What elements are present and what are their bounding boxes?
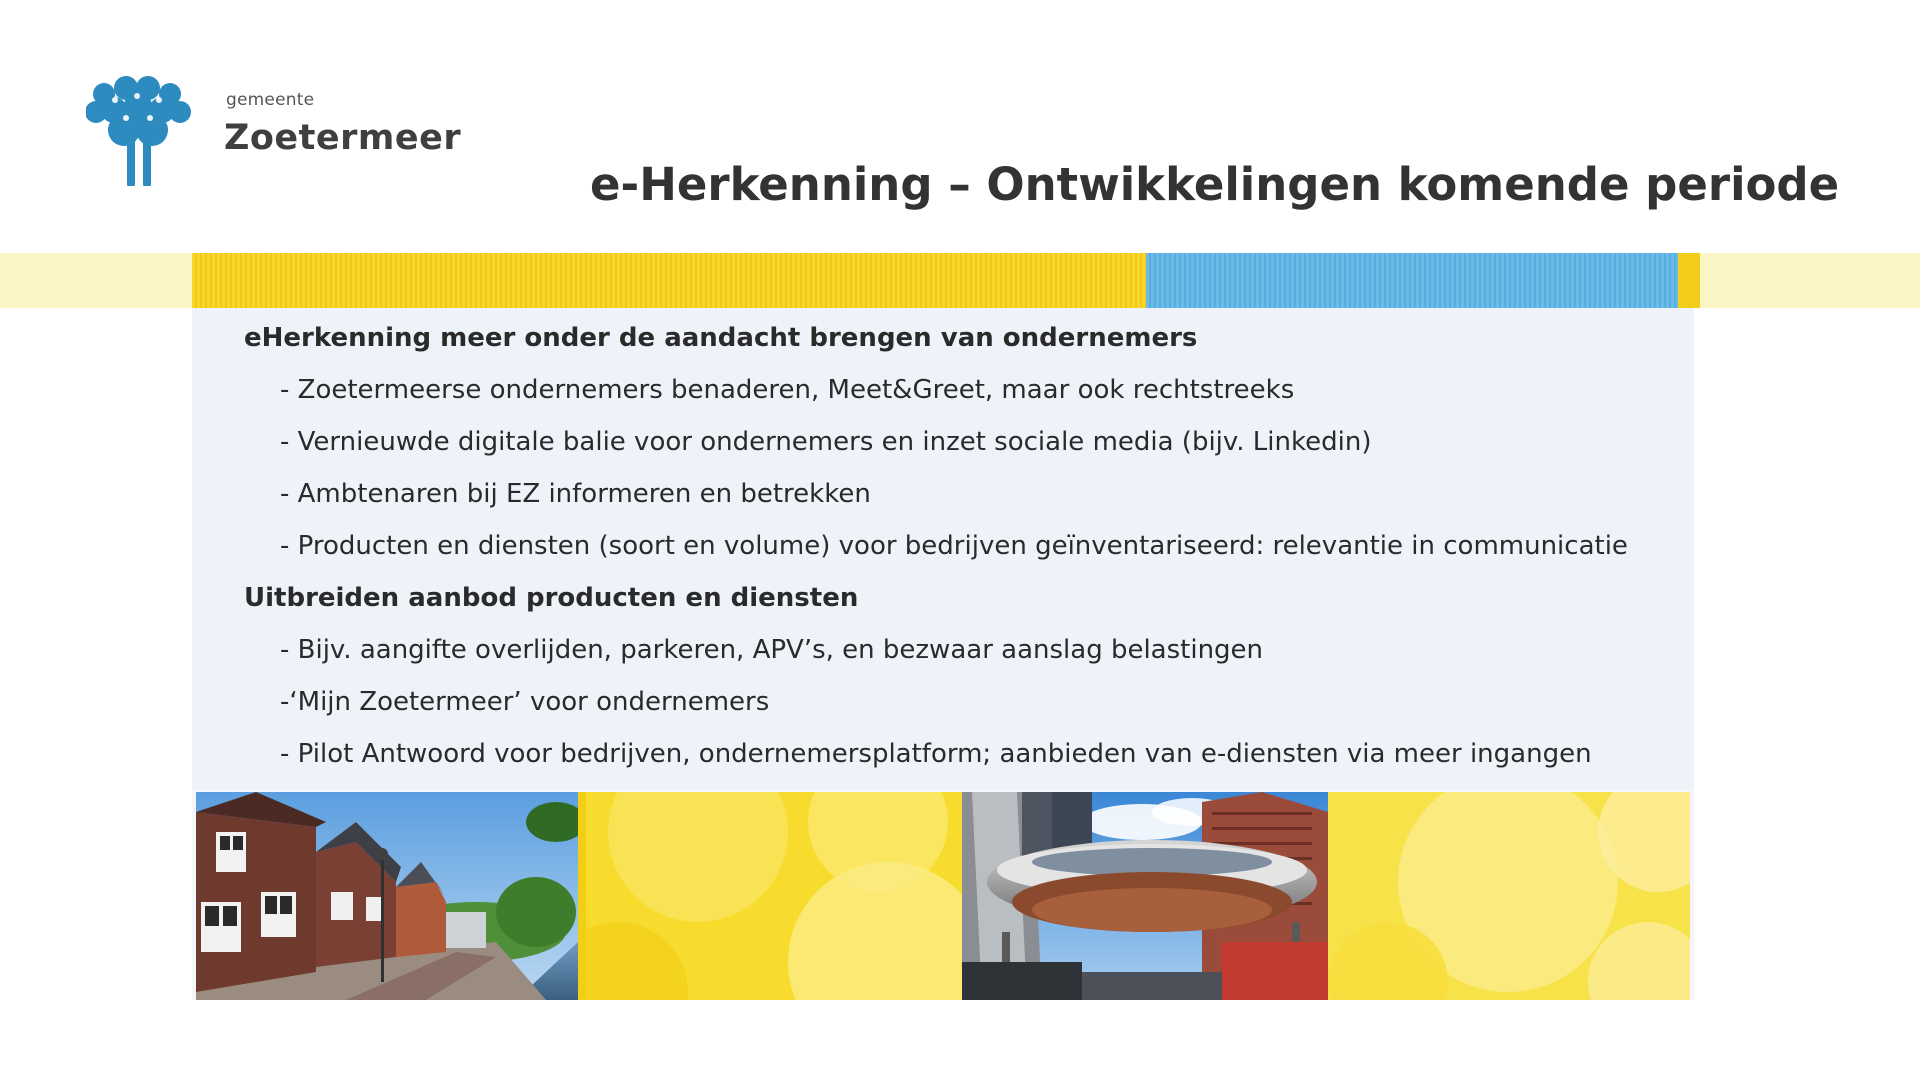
building-photo [962, 792, 1328, 1000]
yellow-pattern-panel [578, 792, 962, 1000]
section-heading-attention: eHerkenning meer onder de aandacht brengen van ondernemers [244, 323, 1198, 353]
page-title: e-Herkenning – Ontwikkelingen komende periode [590, 158, 1840, 211]
list-item: - Ambtenaren bij EZ informeren en betrekken [280, 479, 871, 509]
band-yellow-end [1678, 253, 1700, 308]
band-yellow [192, 253, 1146, 308]
street-photo [196, 792, 578, 1000]
list-item: - Producten en diensten (soort en volume) voor bedrijven geïnventariseerd: relevantie in communicatie [280, 531, 1628, 561]
list-item: -‘Mijn Zoetermeer’ voor ondernemers [280, 687, 770, 717]
list-item: - Pilot Antwoord voor bedrijven, ondernemersplatform; aanbieden van e-diensten via meer ingangen [280, 739, 1592, 769]
yellow-pattern-panel [1328, 792, 1690, 1000]
list-item: - Bijv. aangifte overlijden, parkeren, APV’s, en bezwaar aanslag belastingen [280, 635, 1264, 665]
logo-subtitle: gemeente [226, 90, 315, 110]
list-item: - Vernieuwde digitale balie voor ondernemers en inzet sociale media (bijv. Linkedin) [280, 427, 1372, 457]
tree-logo-icon [86, 74, 198, 194]
section-heading-expand: Uitbreiden aanbod producten en diensten [244, 583, 859, 613]
content-panel [192, 308, 1694, 790]
zoetermeer-logo [86, 74, 462, 204]
logo-name: Zoetermeer [224, 118, 462, 158]
list-item: - Zoetermeerse ondernemers benaderen, Meet&Greet, maar ook rechtstreeks [280, 375, 1295, 405]
band-blue [1146, 253, 1678, 308]
